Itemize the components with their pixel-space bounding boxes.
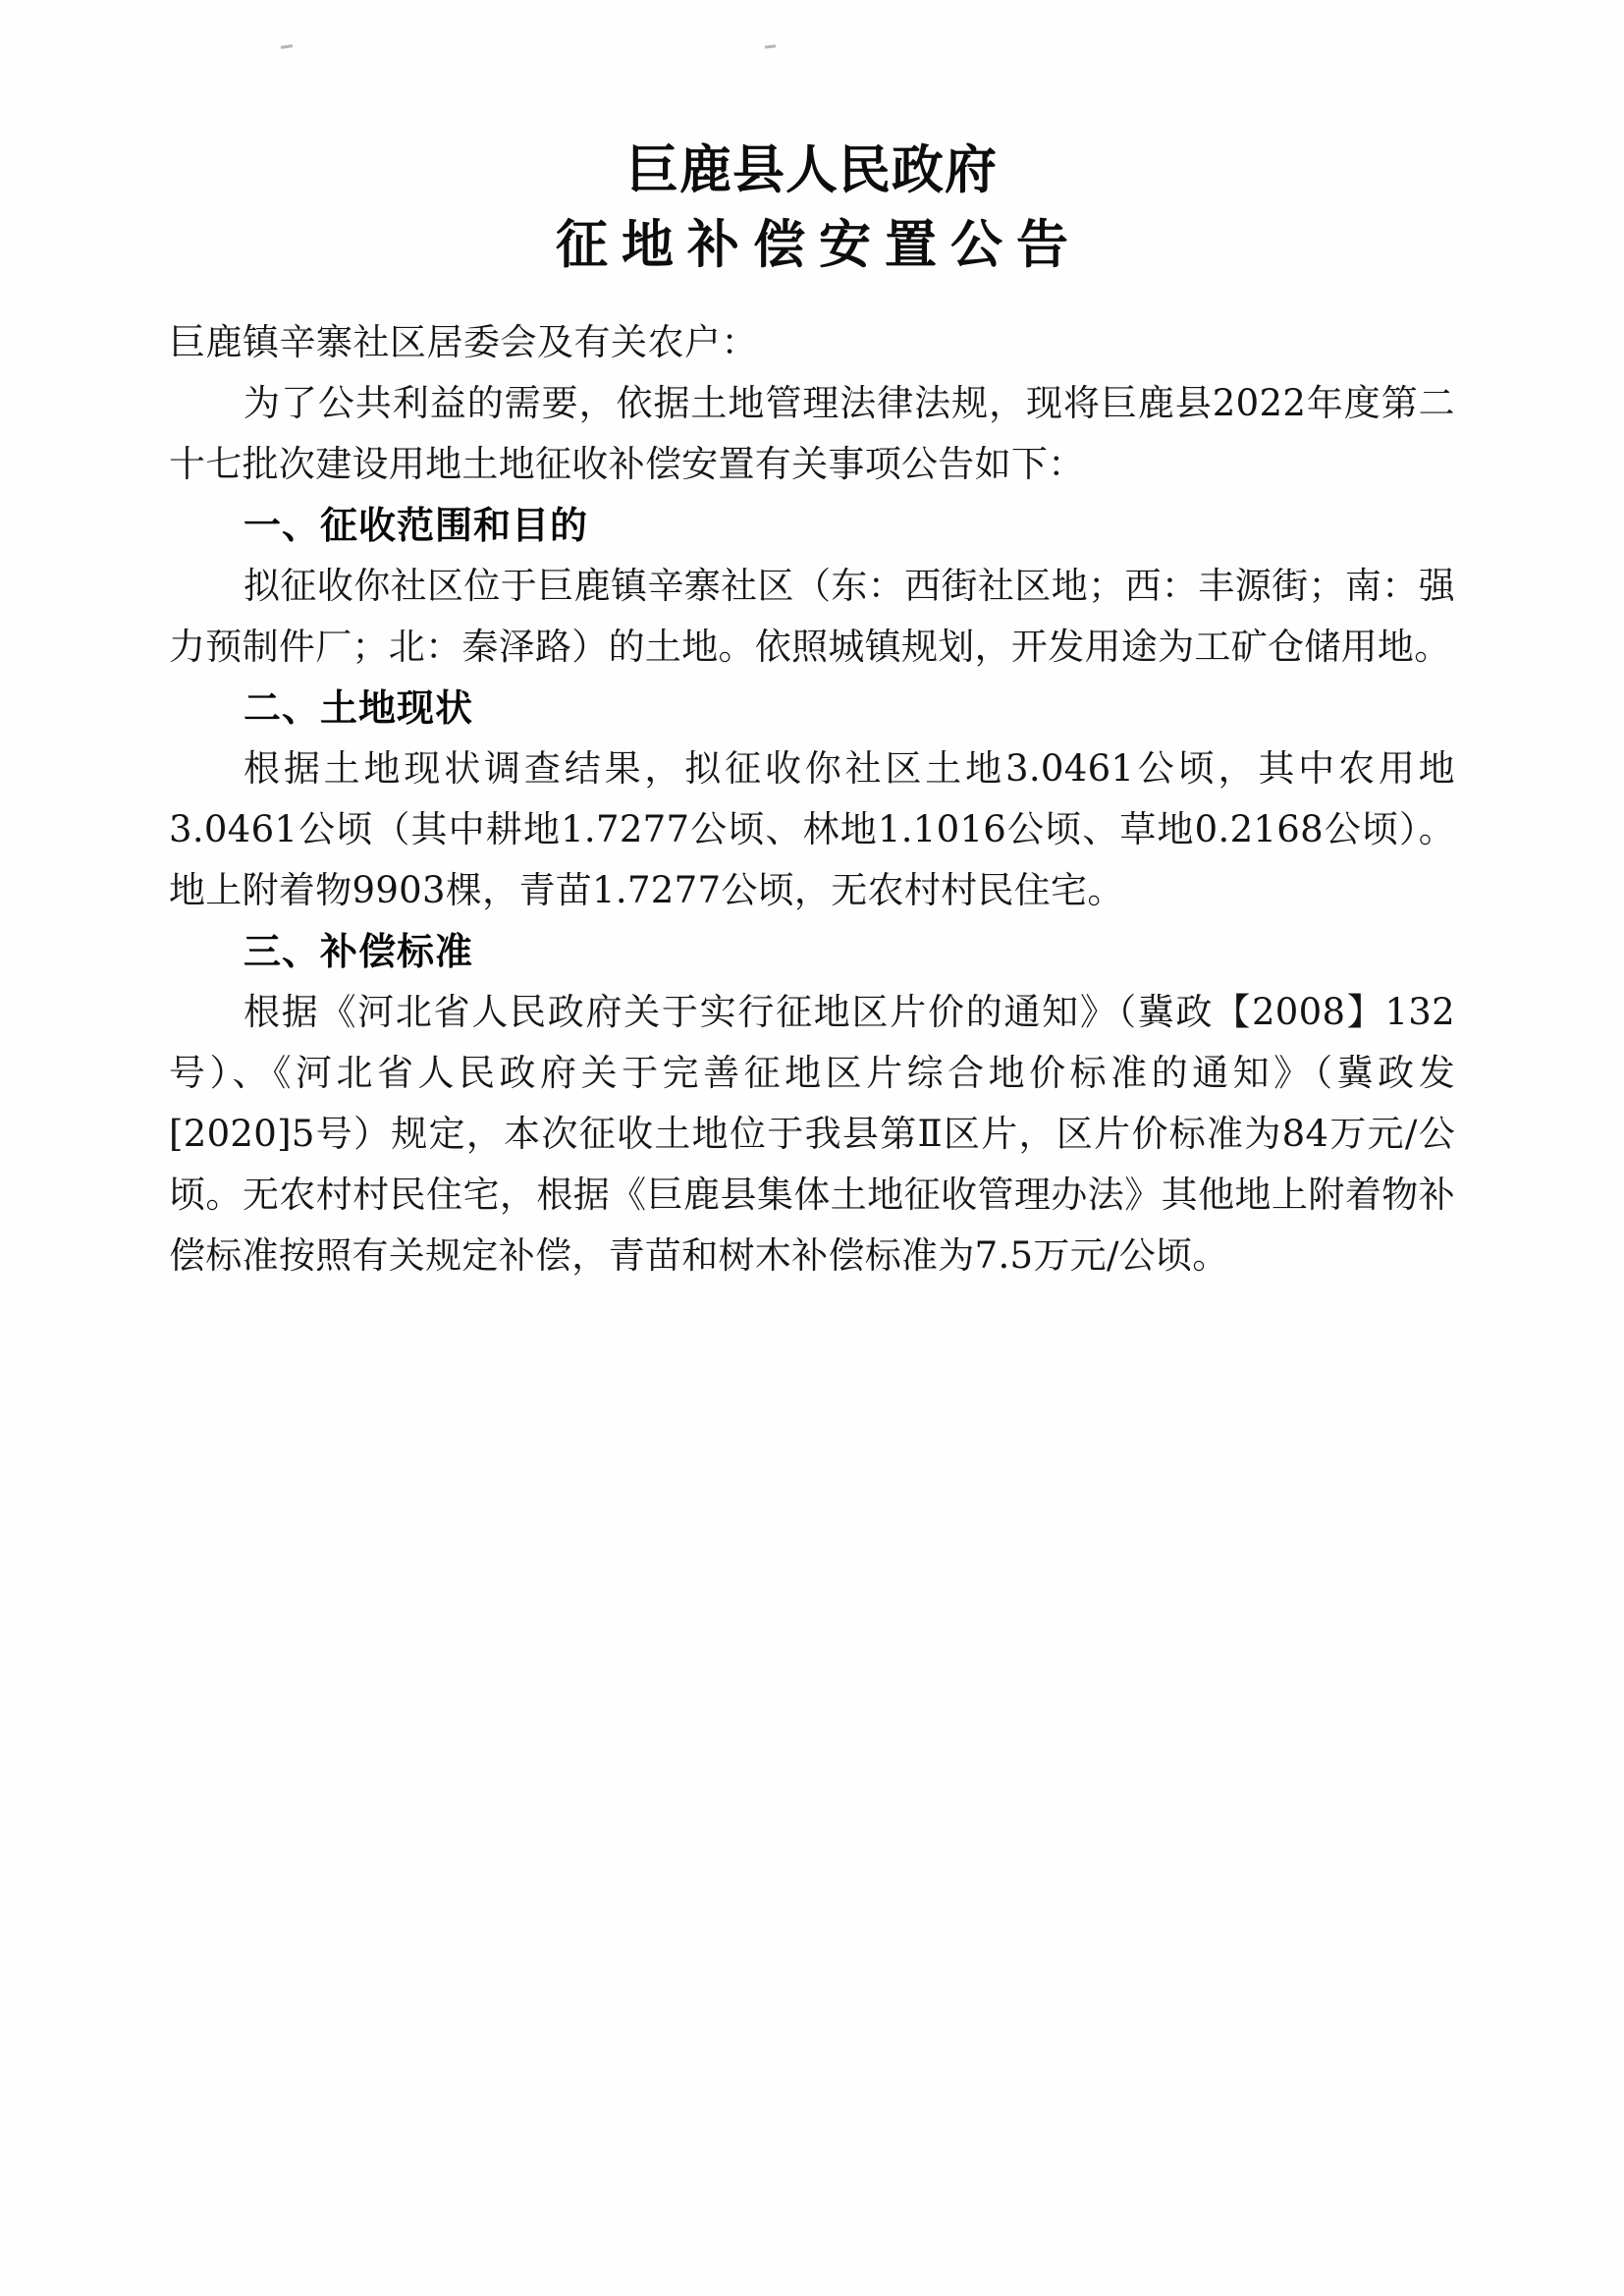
section-body-3: 根据《河北省人民政府关于实行征地区片价的通知》（冀政【2008】132号）、《河北省人民政府关于完善征地区片综合地价标准的通知》（冀政发[2020]5号）规定，本次征收土地位于我县第Ⅱ区片，区片价标准为84万元/公顷。无农村村民住宅，根据《巨鹿县集体土地征收管理办法》其他地上附着物补偿标准按照有关规定补偿，青苗和树木补偿标准为7.5万元/公顷。 bbox=[169, 991, 1455, 1277]
section-heading-1: 一、征收范围和目的 bbox=[244, 503, 589, 547]
document-title-block bbox=[169, 137, 1455, 277]
section-body-1: 拟征收你社区位于巨鹿镇辛寨社区（东：西街社区地；西：丰源街；南：强力预制件厂；北：秦泽路）的土地。依照城镇规划，开发用途为工矿仓储用地。 bbox=[169, 565, 1455, 668]
page-title-issuer: 巨鹿县人民政府 bbox=[626, 139, 998, 200]
intro-paragraph: 为了公共利益的需要，依据土地管理法律法规，现将巨鹿县2022年度第二十七批次建设用地土地征收补偿安置有关事项公告如下： bbox=[169, 382, 1455, 485]
section-heading-2: 二、土地现状 bbox=[244, 685, 474, 730]
section-body-2: 根据土地现状调查结果，拟征收你社区土地3.0461公顷，其中农用地3.0461公顷（其中耕地1.7277公顷、林地1.1016公顷、草地0.2168公顷）。地上附着物9903棵，青苗1.7277公顷，无农村村民住宅。 bbox=[169, 747, 1455, 911]
page-title-subject: 征地补偿安置公告 bbox=[556, 214, 1082, 275]
document-content bbox=[169, 0, 1455, 1286]
addressee-line: 巨鹿镇辛寨社区居委会及有关农户： bbox=[169, 321, 758, 363]
section-heading-3: 三、补偿标准 bbox=[244, 929, 474, 973]
